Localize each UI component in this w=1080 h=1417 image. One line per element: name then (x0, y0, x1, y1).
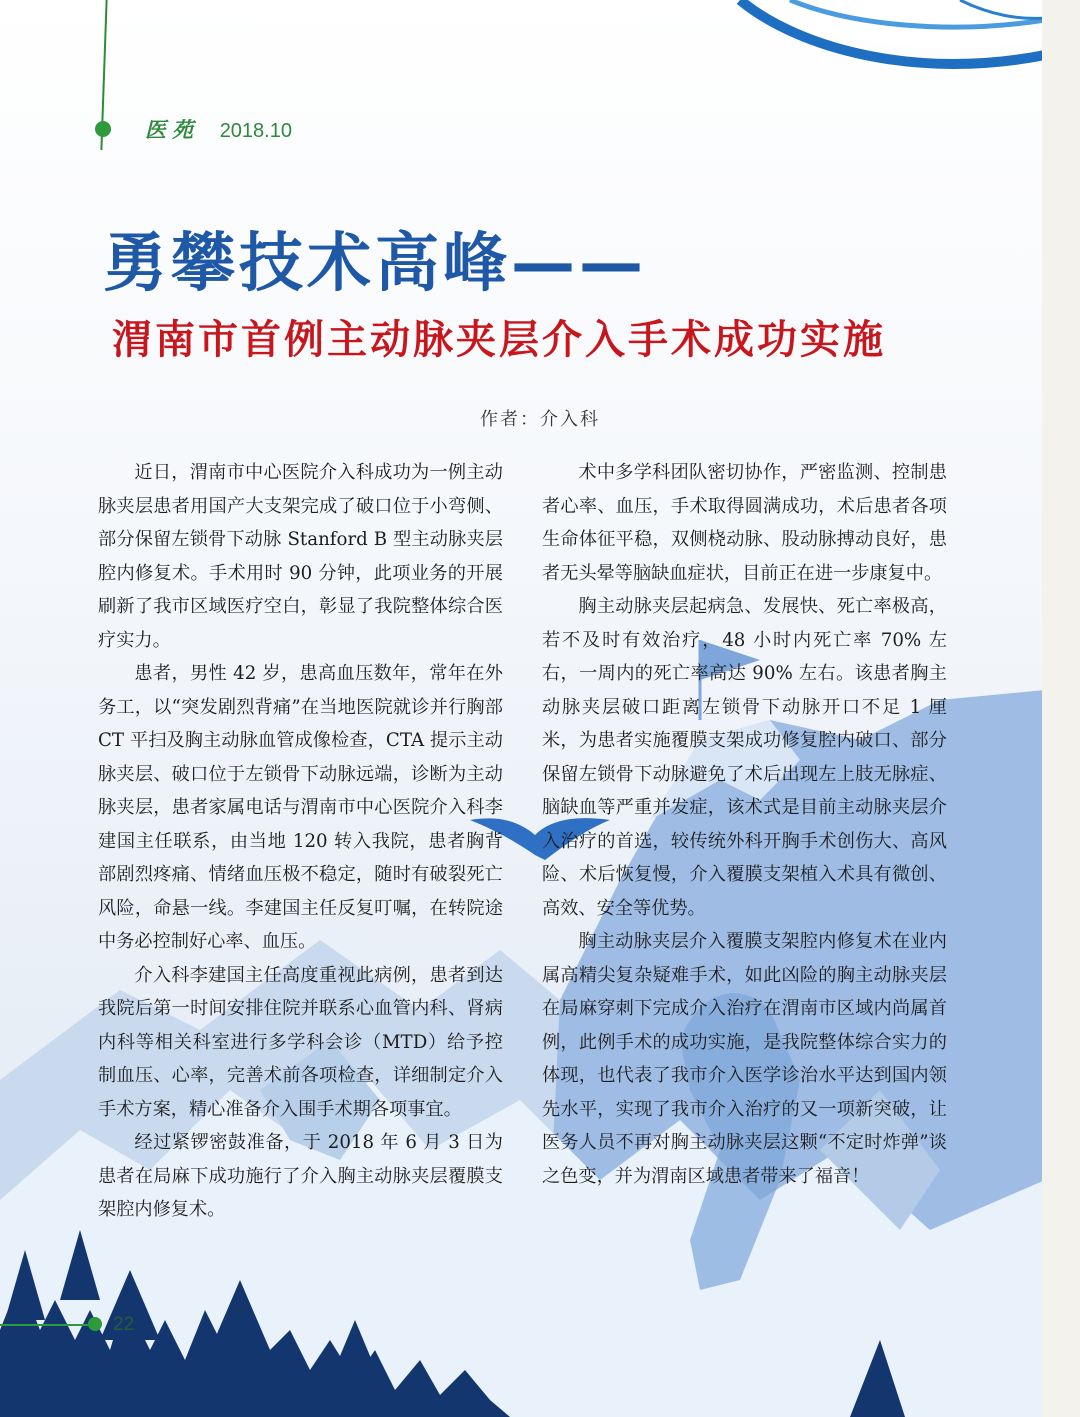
author-line: 作者：介入科 (480, 409, 600, 430)
paragraph: 胸主动脉夹层起病急、发展快、死亡率极高，若不及时有效治疗，48 小时内死亡率 70% 左右，一周内的死亡率高达 90% 左右。该患者胸主动脉夹层破口距离左锁骨下动脉开口不足 1 厘米，为患者实施覆膜支架成功修复腔内破口、部分保留左锁骨下动脉避免了术后出现左上肢无脉症、脑缺血等严重并发症，该术式是目前主动脉夹层介入治疗的首选，较传统外科开胸手术创伤大、高风险、术后恢复慢，介入覆膜支架植入术具有微创、高效、安全等优势。 (542, 596, 947, 919)
left-column (98, 456, 503, 1227)
paragraph: 近日，渭南市中心医院介入科成功为一例主动脉夹层患者用国产大支架完成了破口位于小弯侧、部分保留左锁骨下动脉 Stanford B 型主动脉夹层腔内修复术。手术用时 90 分钟，此项业务的开展刷新了我市区域医疗空白，彰显了我院整体综合医疗实力。 (98, 462, 503, 651)
paragraph: 术中多学科团队密切协作，严密监测、控制患者心率、血压，手术取得圆满成功，术后患者各项生命体征平稳，双侧桡动脉、股动脉搏动良好，患者无头晕等脑缺血症状，目前正在进一步康复中。 (542, 462, 947, 584)
article-subtitle: 渭南市首例主动脉夹层介入手术成功实施 (112, 316, 886, 363)
right-column (542, 456, 947, 1193)
footer-dot (88, 1317, 102, 1331)
paragraph: 胸主动脉夹层介入覆膜支架腔内修复术在业内属高精尖复杂疑难手术，如此凶险的胸主动脉夹层在局麻穿刺下完成介入治疗在渭南市区域内尚属首例，此例手术的成功实施，是我院整体综合实力的体现，也代表了我市介入医学诊治水平达到国内领先水平，实现了我市介入治疗的又一项新突破，让医务人员不再对胸主动脉夹层这颗“不定时炸弹”谈之色变，并为渭南区域患者带来了福音！ (542, 931, 947, 1187)
page-number: 22 (113, 1314, 135, 1335)
article-title: 勇攀技术高峰—— (103, 227, 647, 301)
paragraph: 患者，男性 42 岁，患高血压数年，常年在外务工，以“突发剧烈背痛”在当地医院就诊并行胸部 CT 平扫及胸主动脉血管成像检查，CTA 提示主动脉夹层、破口位于左锁骨下动脉远端，诊断为主动脉夹层，患者家属电话与渭南市中心医院介入科李建国主任联系，由当地 120 转入我院，患者胸背部剧烈疼痛、情绪血压极不稳定，随时有破裂死亡风险，命悬一线。李建国主任反复叮嘱，在转院途中务必控制好心率、血压。 (98, 663, 503, 952)
magazine-name: 医苑 (145, 117, 199, 142)
page-edge-strip (1042, 0, 1080, 1417)
issue-date: 2018.10 (219, 120, 292, 142)
paragraph: 经过紧锣密鼓准备，于 2018 年 6 月 3 日为患者在局麻下成功施行了介入胸主动脉夹层覆膜支架腔内修复术。 (98, 1132, 503, 1220)
footer-rule (0, 1324, 100, 1326)
header-dot (95, 121, 111, 137)
running-header (145, 114, 292, 144)
paragraph: 介入科李建国主任高度重视此病例，患者到达我院后第一时间安排住院并联系心血管内科、肾病内科等相关科室进行多学科会诊（MTD）给予控制血压、心率，完善术前各项检查，详细制定介入手术方案，精心准备介入围手术期各项事宜。 (98, 964, 503, 1120)
